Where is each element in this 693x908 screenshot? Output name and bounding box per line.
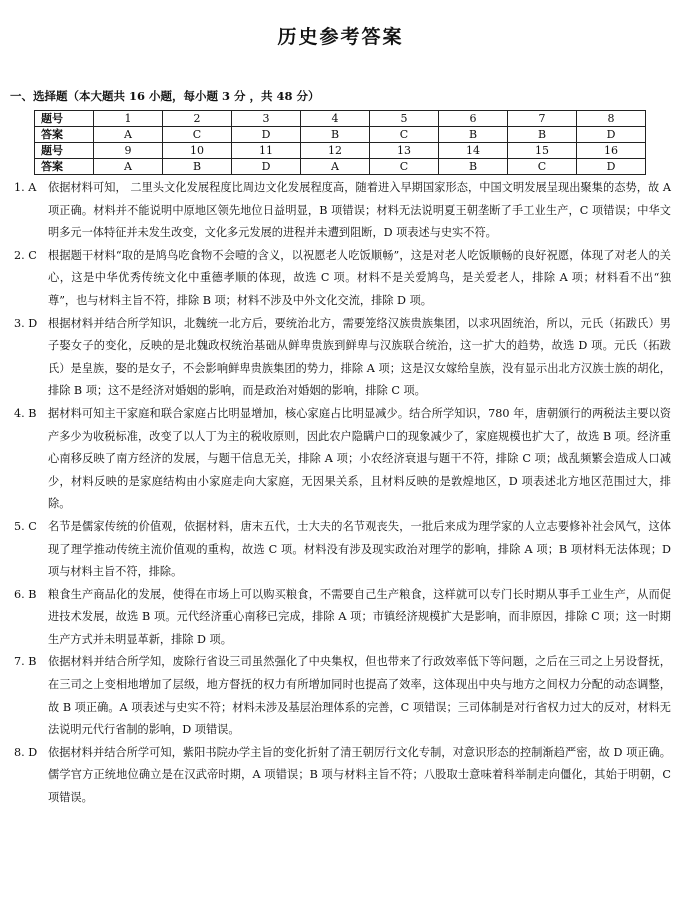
answer-cell: D: [577, 159, 646, 175]
item-number: 8. D: [14, 745, 38, 759]
answer-cell: D: [577, 127, 646, 143]
explanation-item: [10, 403, 671, 516]
item-text: 依据材料并结合所学可知，紫阳书院办学主旨的变化折射了清王朝厉行文化专制，对意识形态的控制渐趋严密，故 D 项正确。儒学官方正统地位确立是在汉武帝时期，A 项错误；B 项与材料主旨不符；八股取士意味着科举制走向僵化，其始于明朝，C 项错误。: [48, 745, 671, 805]
explanations: [10, 177, 671, 810]
question-number-cell: 11: [232, 143, 301, 159]
question-number-cell: 12: [301, 143, 370, 159]
section-heading: 一、选择题（本大题共 16 小题，每小题 3 分 ，共 48 分）: [10, 89, 320, 103]
explanation-item: [10, 742, 671, 810]
answer-cell: C: [508, 159, 577, 175]
item-text: 粮食生产商品化的发展，使得在市场上可以购买粮食，不需要自己生产粮食，这样就可以专门长时期从事手工业生产，从而促进技术发展，故选 B 项。元代经济重心南移已完成，排除 A 项；市镇经济规模扩大是影响，而非原因，排除 C 项；这一时期生产方式并未明显革新，排除 D 项。: [48, 587, 671, 646]
item-number: 1. A: [14, 181, 37, 194]
answer-cell: B: [439, 127, 508, 143]
question-number-cell: 6: [439, 111, 508, 127]
item-number: 7. B: [14, 655, 37, 669]
question-number-cell: 1: [94, 111, 163, 127]
answer-cell: C: [370, 159, 439, 175]
question-number-cell: 9: [94, 143, 163, 159]
answer-row: [35, 159, 646, 175]
explanation-item: [10, 516, 671, 584]
question-number-row: [35, 143, 646, 159]
explanation-item: [10, 584, 671, 652]
explanation-item: [10, 651, 671, 741]
answer-cell: C: [163, 127, 232, 143]
row-label-answer: 答案: [35, 159, 94, 175]
item-text: 名节是儒家传统的价值观，依据材料，唐末五代，士大夫的名节观丧失，一批后来成为理学家的人立志要修补社会风气，这体现了理学推动传统主流价值观的重构，故选 C 项。材料没有涉及现实政治对理学的影响，排除 A 项；B 项材料无法体现；D 项与材料主旨不符，排除。: [48, 519, 671, 579]
answer-table: [34, 110, 646, 175]
question-number-cell: 3: [232, 111, 301, 127]
item-text: 据材料可知主干家庭和联合家庭占比明显增加，核心家庭占比明显减少。结合所学知识，780 年，唐朝颁行的两税法主要以资产多少为收税标准，改变了以人丁为主的税收原则，因此农户隐瞒户口的现象减少了，家庭规模也扩大了，故选 B 项。经济重心南移反映了南方经济的发展，与题干信息无关，排除 A 项；小农经济衰退与题干不符，排除 C 项；战乱频繁会造成人口减少，材料反映的是家庭结构由小家庭走向大家庭，无因果关系，且材料反映的是敦煌地区，D 项表述北方地区范围过大，排除。: [48, 406, 671, 511]
item-number: 6. B: [14, 587, 37, 601]
row-label-question: 题号: [35, 111, 94, 127]
question-number-cell: 14: [439, 143, 508, 159]
answer-cell: D: [232, 159, 301, 175]
question-number-cell: 5: [370, 111, 439, 127]
answer-cell: A: [94, 127, 163, 143]
answer-cell: C: [370, 127, 439, 143]
answer-cell: A: [94, 159, 163, 175]
item-text: 根据材料并结合所学知识，北魏统一北方后，要统治北方，需要笼络汉族贵族集团，以求巩固统治，所以，元氏（拓跋氏）男子娶女子的变化，反映的是北魏政权统治基础从鲜卑贵族到鲜卑与汉族联合统治，这一扩大的趋势，故选 D 项。元氏（拓跋氏）是皇族，娶的是女子，不会影响鲜卑贵族集团的势力，排除 A 项；这是汉女嫁给皇族，没有显示出北方汉族士族的胡化，排除 B 项；这不是经济对婚姻的影响，而是政治对婚姻的影响，排除 C 项。: [48, 316, 671, 398]
row-label-answer: 答案: [35, 127, 94, 143]
item-number: 2. C: [14, 248, 37, 262]
item-text: 依据材料可知， 二里头文化发展程度比周边文化发展程度高，随着进入早期国家形态，中国文明发展呈现出聚集的态势，故 A 项正确。材料并不能说明中原地区领先地位日益明显，B 项错误；材料无法说明夏王朝垄断了手工业生产，C 项错误；中华文明多元一体特征并未发生改变，文化多元发展的进程并未遭到阻断，D 项表述与史实不符。: [48, 181, 671, 240]
question-number-cell: 8: [577, 111, 646, 127]
answer-cell: B: [508, 127, 577, 143]
question-number-cell: 4: [301, 111, 370, 127]
answer-row: [35, 127, 646, 143]
item-number: 3. D: [14, 316, 38, 330]
question-number-row: [35, 111, 646, 127]
item-number: 4. B: [14, 406, 37, 420]
item-number: 5. C: [14, 519, 37, 533]
question-number-cell: 16: [577, 143, 646, 159]
page-title: 历史参考答案: [277, 26, 404, 48]
item-text: 根据题干材料“取的是鸠鸟吃食物不会噎的含义，以祝愿老人吃饭顺畅”，这是对老人吃饭顺畅的良好祝愿，体现了对老人的关心，这是中华优秀传统文化中重德孝顺的体现，故选 C 项。材料不是关爱鸠鸟，是关爱老人，排除 A 项；材料看不出“独尊”，也与材料主旨不符，排除 B 项；材料不涉及中外文化交流，排除 D 项。: [48, 248, 671, 307]
answer-cell: B: [163, 159, 232, 175]
explanation-item: [10, 245, 671, 313]
question-number-cell: 10: [163, 143, 232, 159]
answer-cell: D: [232, 127, 301, 143]
question-number-cell: 2: [163, 111, 232, 127]
question-number-cell: 15: [508, 143, 577, 159]
answer-cell: B: [439, 159, 508, 175]
question-number-cell: 7: [508, 111, 577, 127]
explanation-item: [10, 177, 671, 245]
answer-cell: A: [301, 159, 370, 175]
explanation-item: [10, 313, 671, 403]
row-label-question: 题号: [35, 143, 94, 159]
answer-cell: B: [301, 127, 370, 143]
item-text: 依据材料并结合所学知，废除行省设三司虽然强化了中央集权，但也带来了行政效率低下等问题，之后在三司之上另设督抚，在三司之上变相地增加了层级，地方督抚的权力有所增加同时也提高了效率，这体现出中央与地方之间权力分配的动态调整，故 B 项正确。A 项表述与史实不符；材料未涉及基层治理体系的完善，C 项错误；三司体制是对行省权力过大的反对，材料无法说明元代行省制的影响，D 项错误。: [48, 655, 671, 737]
question-number-cell: 13: [370, 143, 439, 159]
